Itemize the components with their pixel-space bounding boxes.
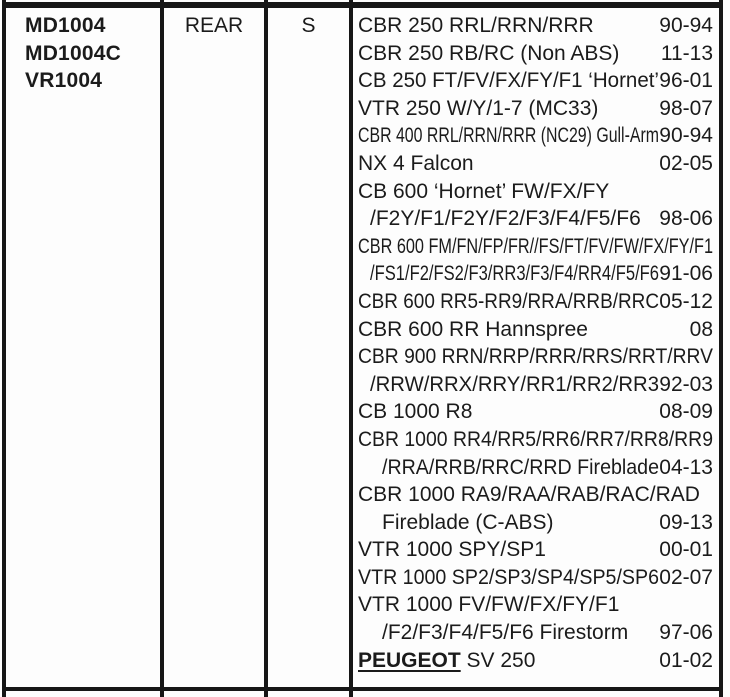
model-line [358,343,713,371]
model-years: 05-12 [659,289,713,313]
position-label: REAR [184,14,244,37]
model-name: /FS1/F2/FS2/F3/RR3/F3/F4/RR4/F5/F6 [370,262,659,286]
model-name: CBR 1000 RA9/RAA/RAB/RAC/RAD [358,483,700,507]
model-name: /RRW/RRX/RRY/RR1/RR2/RR3 [370,372,659,396]
model-line [358,178,713,206]
part-number: MD1004 [25,14,106,37]
model-name: CBR 600 FM/FN/FP/FR//FS/FT/FV/FW/FX/FY/F1 [358,234,713,258]
column-divider-2 [264,0,268,697]
model-years: 98-06 [659,207,713,231]
type-cell [268,12,349,40]
model-name: VTR 1000 SPY/SP1 [358,538,546,562]
model-name: CBR 600 RR5-RR9/RRA/RRB/RRC [358,289,659,313]
model-name: Fireblade (C-ABS) [382,510,554,534]
model-line [358,205,713,233]
model-years: 09-13 [659,510,713,534]
model-line [358,454,713,482]
model-line [358,316,713,344]
model-name: PEUGEOT SV 250 [358,648,536,672]
model-line [358,67,713,95]
model-years: 02-07 [659,565,713,589]
model-years: 97-06 [659,621,713,645]
model-line [358,260,713,288]
column-divider-3 [349,0,353,697]
model-line [358,647,713,675]
model-line [358,481,713,509]
model-years: 91-06 [659,262,713,286]
model-line [358,619,713,647]
model-years: 04-13 [659,455,713,479]
model-line [358,591,713,619]
model-line [358,150,713,178]
table-border-left [2,0,6,697]
model-years: 02-05 [659,151,713,175]
model-line [358,288,713,316]
model-name: /F2Y/F1/F2Y/F2/F3/F4/F5/F6 [370,207,641,231]
model-years: 01-02 [659,648,713,672]
model-line [358,122,713,150]
model-line [358,398,713,426]
model-line [358,12,713,40]
model-line [358,426,713,454]
model-years: 96-01 [659,69,713,93]
model-line [358,536,713,564]
model-line [358,233,713,261]
column-divider-1 [160,0,164,697]
part-numbers-cell [25,12,158,95]
model-name: CBR 250 RB/RC (Non ABS) [358,41,620,65]
model-name: CBR 600 RR Hannspree [358,317,588,341]
type-code-label: S [301,14,316,37]
model-years: 08-09 [659,400,713,424]
model-name: VTR 1000 FV/FW/FX/FY/F1 [358,593,620,617]
model-years: 11-13 [660,41,713,65]
model-years: 90-94 [659,124,713,148]
row-border-top [2,2,723,8]
model-name: NX 4 Falcon [358,151,474,175]
model-line [358,509,713,537]
model-name: /RRA/RRB/RRC/RRD Fireblade [382,455,659,479]
model-name: CB 600 ‘Hornet’ FW/FX/FY [358,179,610,203]
model-years: 98-07 [659,96,713,120]
part-number: VR1004 [25,69,103,93]
row-border-bottom [2,687,723,691]
model-line [358,564,713,592]
model-line [358,371,713,399]
position-cell [164,12,264,40]
model-name: /F2/F3/F4/F5/F6 Firestorm [382,621,629,645]
model-years: 00-01 [659,538,713,562]
part-number: MD1004C [25,41,121,65]
model-years: 92-03 [659,372,713,396]
model-line [358,95,713,123]
model-line [358,40,713,68]
brand-label: PEUGEOT [358,648,461,672]
table-border-right [719,0,723,697]
model-years: 08 [689,317,713,341]
model-name: CBR 250 RRL/RRN/RRR [358,14,594,37]
model-name: CBR 400 RRL/RRN/RRR (NC29) Gull-Arm [358,124,659,148]
model-name: CBR 900 RRN/RRP/RRR/RRS/RRT/RRV [358,345,713,369]
model-years: 90-94 [659,14,713,37]
model-name: CB 1000 R8 [358,400,473,424]
model-name: VTR 250 W/Y/1-7 (MC33) [358,96,599,120]
model-name: VTR 1000 SP2/SP3/SP4/SP5/SP6 [358,565,659,589]
model-name: CBR 1000 RR4/RR5/RR6/RR7/RR8/RR9 [358,427,713,451]
models-cell [358,12,713,674]
model-name: CB 250 FT/FV/FX/FY/F1 ‘Hornet’ [358,69,659,93]
